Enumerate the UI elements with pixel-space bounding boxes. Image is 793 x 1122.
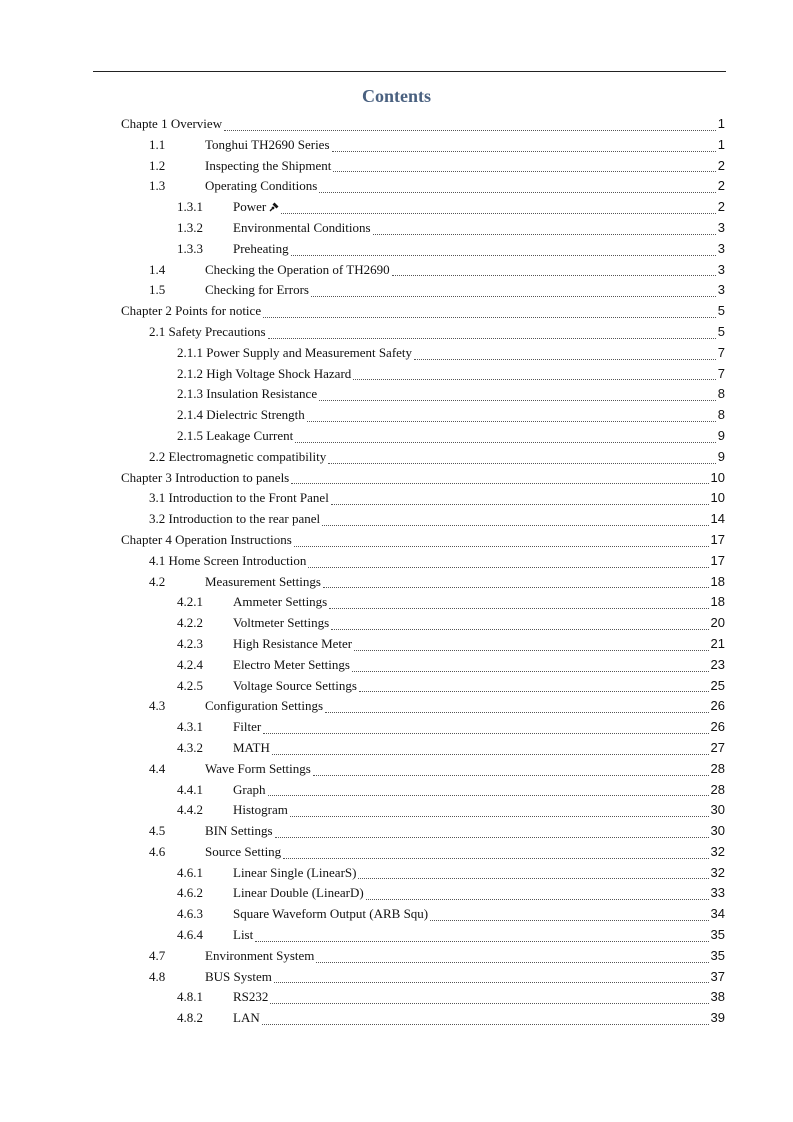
toc-entry-number: 4.2.1 (177, 594, 203, 610)
toc-entry-page: 3 (717, 282, 725, 298)
toc-entry-title: Preheating (233, 240, 289, 256)
toc-entry[interactable] (121, 906, 725, 927)
toc-leader-dots (414, 358, 716, 360)
toc-entry-page: 2 (717, 199, 725, 215)
toc-entry-title: Linear Single (LinearS) (233, 864, 357, 880)
toc-leader-dots (392, 274, 716, 276)
toc-entry-page: 38 (710, 989, 725, 1005)
toc-entry-number: 4.6.4 (177, 927, 203, 943)
toc-entry-page: 10 (710, 490, 725, 506)
toc-entry-title: Histogram (233, 802, 288, 818)
toc-entry-number: 4.3 (149, 698, 166, 714)
toc-entry[interactable] (121, 303, 725, 324)
toc-entry-number: 4.6.3 (177, 906, 203, 922)
toc-entry[interactable] (121, 324, 725, 345)
toc-entry-page: 17 (710, 552, 725, 568)
toc-entry-title: 2.1.1 Power Supply and Measurement Safety (177, 344, 413, 360)
toc-leader-dots (291, 254, 716, 256)
toc-entry-title: High Resistance Meter (233, 635, 353, 651)
toc-entry-number: 1.3.2 (177, 219, 203, 235)
toc-leader-dots (307, 420, 716, 422)
toc-entry-number: 1.1 (149, 136, 166, 152)
toc-entry-title: Wave Form Settings (205, 760, 311, 776)
toc-entry-number: 1.5 (149, 282, 166, 298)
toc-entry[interactable] (121, 574, 725, 595)
toc-entry-title: Inspecting the Shipment (205, 157, 332, 173)
toc-leader-dots (283, 857, 708, 859)
toc-entry-page: 34 (710, 906, 725, 922)
toc-entry-page: 37 (710, 968, 725, 984)
toc-entry[interactable] (121, 199, 725, 220)
toc-entry-number: 4.2.5 (177, 677, 203, 693)
toc-entry-page: 3 (717, 240, 725, 256)
toc-entry[interactable] (121, 241, 725, 262)
toc-entry-title: Environment System (205, 947, 315, 963)
toc-entry[interactable] (121, 428, 725, 449)
toc-leader-dots (295, 441, 716, 443)
toc-entry-number: 4.8.2 (177, 1010, 203, 1026)
toc-entry-number: 4.5 (149, 823, 166, 839)
toc-entry-title: MATH (233, 739, 270, 755)
toc-entry-number: 4.4.2 (177, 802, 203, 818)
toc-entry-title: Linear Double (LinearD) (233, 885, 364, 901)
toc-entry-title: 2.1.2 High Voltage Shock Hazard (177, 365, 352, 381)
toc-entry[interactable] (121, 865, 725, 886)
toc-entry-title: Operating Conditions (205, 178, 318, 194)
toc-entry-page: 21 (710, 635, 725, 651)
toc-entry-page: 26 (710, 698, 725, 714)
toc-entry-number: 4.3.1 (177, 719, 203, 735)
toc-leader-dots (430, 919, 708, 921)
toc-entry-title: 2.1.3 Insulation Resistance (177, 386, 318, 402)
toc-entry-page: 2 (717, 157, 725, 173)
toc-entry-number: 4.6.1 (177, 864, 203, 880)
toc-entry-title: LAN (233, 1010, 260, 1026)
toc-entry-title: Chapte 1 Overview (121, 116, 223, 131)
toc-entry-title: Configuration Settings (205, 698, 324, 714)
toc-entry-page: 9 (717, 427, 725, 443)
toc-entry-page: 2 (717, 178, 725, 194)
toc-entry-page: 3 (717, 261, 725, 277)
toc-entry-title: Filter (233, 719, 262, 735)
toc-leader-dots (352, 670, 709, 672)
toc-entry[interactable] (121, 511, 725, 532)
toc-leader-dots (268, 794, 709, 796)
toc-leader-dots (311, 295, 716, 297)
toc-entry[interactable] (121, 802, 725, 823)
toc-entry-number: 4.8 (149, 968, 166, 984)
toc-entry-title: BUS System (205, 968, 272, 984)
toc-entry[interactable] (121, 116, 725, 137)
toc-entry-title: List (233, 927, 254, 943)
toc-entry-page: 23 (710, 656, 725, 672)
toc-leader-dots (331, 628, 708, 630)
toc-entry[interactable] (121, 636, 725, 657)
toc-entry-page: 28 (710, 760, 725, 776)
toc-entry-page: 3 (717, 219, 725, 235)
toc-entry-page: 1 (717, 136, 725, 152)
toc-leader-dots (263, 732, 708, 734)
toc-entry[interactable] (121, 158, 725, 179)
toc-entry[interactable] (121, 989, 725, 1010)
toc-leader-dots (325, 711, 708, 713)
toc-entry-number: 4.8.1 (177, 989, 203, 1005)
toc-leader-dots (319, 191, 715, 193)
toc-entry[interactable] (121, 927, 725, 948)
toc-entry-page: 7 (717, 365, 725, 381)
toc-leader-dots (224, 129, 716, 131)
toc-entry-page: 27 (710, 739, 725, 755)
toc-leader-dots (329, 607, 708, 609)
toc-entry[interactable] (121, 532, 725, 553)
toc-entry[interactable] (121, 407, 725, 428)
toc-entry-page: 35 (710, 947, 725, 963)
toc-entry-title: 3.2 Introduction to the rear panel (149, 511, 321, 527)
toc-leader-dots (291, 482, 708, 484)
toc-leader-dots (268, 337, 716, 339)
toc-entry[interactable] (121, 823, 725, 844)
toc-leader-dots (274, 981, 709, 983)
toc-entry[interactable] (121, 761, 725, 782)
toc-entry-page: 39 (710, 1010, 725, 1026)
toc-entry[interactable] (121, 948, 725, 969)
power-plug-icon (269, 202, 279, 212)
toc-entry[interactable] (121, 885, 725, 906)
toc-entry-title: Graph (233, 781, 266, 797)
toc-entry[interactable] (121, 594, 725, 615)
toc-leader-dots (331, 503, 709, 505)
toc-leader-dots (255, 940, 708, 942)
toc-entry-page: 17 (710, 531, 725, 547)
toc-leader-dots (366, 898, 709, 900)
toc-entry[interactable] (121, 449, 725, 470)
toc-entry[interactable] (121, 345, 725, 366)
toc-entry[interactable] (121, 553, 725, 574)
toc-entry-page: 1 (717, 116, 725, 131)
toc-entry-page: 30 (710, 823, 725, 839)
toc-leader-dots (275, 836, 709, 838)
toc-entry-number: 4.2.4 (177, 656, 203, 672)
toc-entry-page: 10 (710, 469, 725, 485)
toc-entry-title: 3.1 Introduction to the Front Panel (149, 490, 329, 506)
toc-entry-number: 4.2.3 (177, 635, 203, 651)
toc-entry-page: 32 (710, 843, 725, 859)
toc-leader-dots (290, 815, 709, 817)
toc-entry-title: Tonghui TH2690 Series (205, 136, 330, 152)
toc-entry-page: 20 (710, 615, 725, 631)
toc-entry-number: 4.7 (149, 947, 166, 963)
toc-entry-title: Chapter 2 Points for notice (121, 303, 262, 319)
toc-leader-dots (358, 877, 708, 879)
toc-entry[interactable] (121, 386, 725, 407)
toc-leader-dots (263, 316, 716, 318)
toc-entry-number: 4.6.2 (177, 885, 203, 901)
toc-leader-dots (262, 1023, 709, 1025)
toc-entry-number: 4.4.1 (177, 781, 203, 797)
toc-entry-number: 1.3 (149, 178, 166, 194)
toc-leader-dots (281, 212, 716, 214)
toc-entry-title: Environmental Conditions (233, 219, 371, 235)
toc-entry-title: Square Waveform Output (ARB Squ) (233, 906, 429, 922)
toc-entry-title: Checking for Errors (205, 282, 309, 298)
toc-entry-page: 30 (710, 802, 725, 818)
toc-entry-number: 1.4 (149, 261, 166, 277)
toc-leader-dots (294, 545, 709, 547)
toc-entry-title: 2.1.5 Leakage Current (177, 427, 294, 443)
toc-leader-dots (373, 233, 716, 235)
toc-entry-page: 28 (710, 781, 725, 797)
toc-entry-title: Source Setting (205, 843, 282, 859)
toc-entry-title: BIN Settings (205, 823, 273, 839)
toc-entry-number: 4.2.2 (177, 615, 203, 631)
toc-leader-dots (270, 1002, 708, 1004)
toc-entry-number: 4.6 (149, 843, 166, 859)
toc-leader-dots (323, 586, 709, 588)
toc-entry[interactable] (121, 1010, 725, 1031)
toc-entry[interactable] (121, 366, 725, 387)
toc-leader-dots (272, 753, 709, 755)
toc-leader-dots (328, 462, 716, 464)
toc-entry-page: 5 (717, 323, 725, 339)
toc-entry-number: 1.2 (149, 157, 166, 173)
toc-entry[interactable] (121, 137, 725, 158)
toc-entry-title: RS232 (233, 989, 269, 1005)
toc-leader-dots (313, 774, 709, 776)
toc-entry-number: 4.4 (149, 760, 166, 776)
toc-entry[interactable] (121, 698, 725, 719)
toc-entry-title: 4.1 Home Screen Introduction (149, 552, 307, 568)
toc-leader-dots (333, 170, 715, 172)
toc-entry[interactable] (121, 262, 725, 283)
toc-leader-dots (359, 690, 709, 692)
toc-entry-title: Electro Meter Settings (233, 656, 350, 672)
toc-entry[interactable] (121, 220, 725, 241)
toc-entry-title: Measurement Settings (205, 573, 321, 589)
toc-entry-page: 8 (717, 386, 725, 402)
toc-entry-title: Ammeter Settings (233, 594, 328, 610)
toc-entry-title: 2.1.4 Dielectric Strength (177, 407, 305, 423)
toc-entry-title: Power (233, 199, 279, 215)
header-rule (93, 71, 726, 72)
toc-entry-number: 4.3.2 (177, 739, 203, 755)
toc-entry-title: 2.2 Electromagnetic compatibility (149, 448, 327, 464)
toc-entry-page: 25 (710, 677, 725, 693)
toc-entry[interactable] (121, 490, 725, 511)
toc-entry-page: 18 (710, 594, 725, 610)
toc-entry[interactable] (121, 282, 725, 303)
toc-leader-dots (308, 566, 708, 568)
toc-entry-title: 2.1 Safety Precautions (149, 323, 266, 339)
toc-entry[interactable] (121, 678, 725, 699)
toc-leader-dots (332, 150, 716, 152)
table-of-contents (121, 116, 725, 1031)
toc-entry-page: 9 (717, 448, 725, 464)
page-title: Contents (361, 86, 431, 106)
toc-entry-title: Chapter 3 Introduction to panels (121, 469, 290, 485)
toc-entry-title: Voltage Source Settings (233, 677, 357, 693)
toc-entry-page: 18 (710, 573, 725, 589)
toc-entry-title: Checking the Operation of TH2690 (205, 261, 390, 277)
toc-entry[interactable] (121, 719, 725, 740)
toc-entry[interactable] (121, 615, 725, 636)
toc-entry-page: 7 (717, 344, 725, 360)
toc-entry-page: 5 (717, 303, 725, 319)
toc-leader-dots (354, 649, 708, 651)
toc-entry-number: 4.2 (149, 573, 166, 589)
toc-entry[interactable] (121, 657, 725, 678)
toc-entry-page: 35 (710, 927, 725, 943)
toc-entry[interactable] (121, 740, 725, 761)
toc-entry-page: 32 (710, 864, 725, 880)
toc-entry-title: Chapter 4 Operation Instructions (121, 531, 292, 547)
toc-leader-dots (353, 378, 715, 380)
toc-entry-page: 26 (710, 719, 725, 735)
toc-entry[interactable] (121, 969, 725, 990)
toc-entry-number: 1.3.1 (177, 199, 203, 215)
toc-entry-page: 33 (710, 885, 725, 901)
toc-entry[interactable] (121, 178, 725, 199)
toc-leader-dots (322, 524, 708, 526)
toc-leader-dots (316, 961, 708, 963)
toc-entry-page: 8 (717, 407, 725, 423)
toc-entry-page: 14 (710, 511, 725, 527)
toc-entry-number: 1.3.3 (177, 240, 203, 256)
toc-entry-title: Voltmeter Settings (233, 615, 330, 631)
toc-entry[interactable] (121, 470, 725, 491)
toc-entry[interactable] (121, 782, 725, 803)
toc-entry[interactable] (121, 844, 725, 865)
toc-leader-dots (319, 399, 716, 401)
